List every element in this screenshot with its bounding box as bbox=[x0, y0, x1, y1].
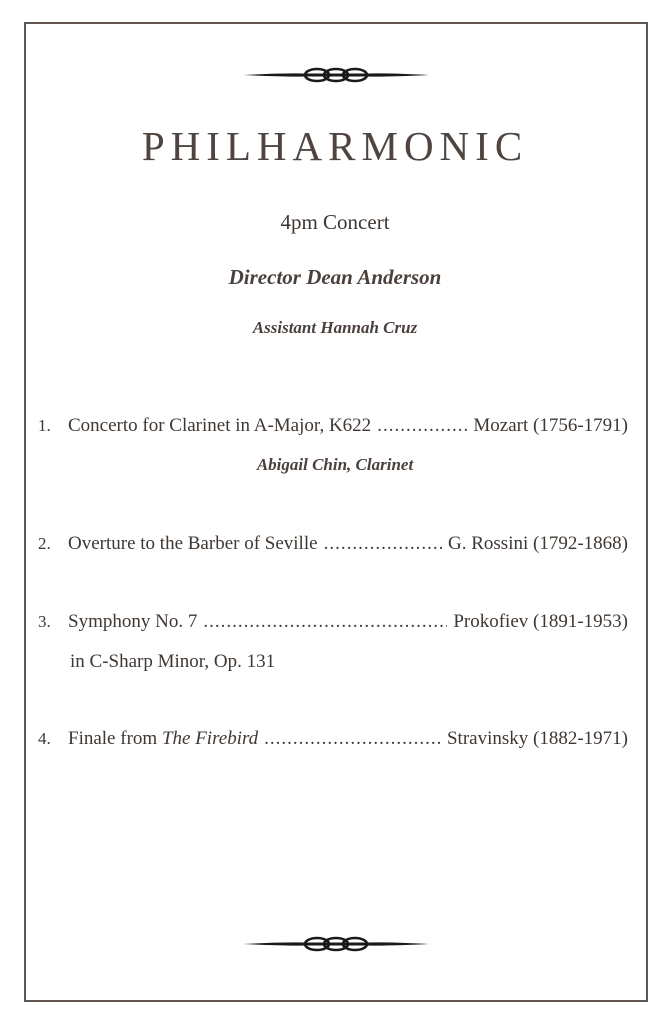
dot-leader bbox=[377, 412, 467, 440]
top-flourish-ornament bbox=[243, 64, 429, 86]
item-composer: Prokofiev (1891-1953) bbox=[453, 611, 628, 632]
item-composer: G. Rossini (1792-1868) bbox=[448, 533, 628, 554]
program-item-3 bbox=[38, 608, 628, 636]
item-title: Symphony No. 7 bbox=[68, 611, 198, 632]
page-title: PHILHARMONIC bbox=[141, 123, 529, 169]
item-continuation: in C-Sharp Minor, Op. 131 bbox=[70, 651, 276, 672]
item-title-italic: The Firebird bbox=[161, 728, 259, 749]
program-item-1 bbox=[38, 412, 628, 440]
item-title: Overture to the Barber of Seville bbox=[68, 533, 318, 554]
item-number: 3. bbox=[38, 612, 51, 631]
assistant-name: Assistant Hannah Cruz bbox=[252, 318, 418, 337]
item-composer: Stravinsky (1882-1971) bbox=[446, 728, 628, 749]
bottom-flourish-ornament bbox=[243, 933, 429, 955]
director-name: Director Dean Anderson bbox=[228, 265, 442, 289]
item-performer: Abigail Chin, Clarinet bbox=[256, 455, 414, 474]
concert-subtitle: 4pm Concert bbox=[280, 210, 390, 234]
item-title: Concerto for Clarinet in A-Major, K622 bbox=[68, 415, 372, 436]
program-item-2 bbox=[38, 530, 628, 558]
item-title bbox=[68, 725, 258, 753]
item-number: 4. bbox=[38, 729, 51, 748]
item-number: 1. bbox=[38, 416, 51, 435]
dot-leader bbox=[264, 725, 441, 753]
item-title-prefix: Finale from bbox=[68, 728, 162, 749]
dot-leader bbox=[203, 608, 447, 636]
item-composer: Mozart (1756-1791) bbox=[473, 415, 628, 436]
dot-leader bbox=[324, 530, 442, 558]
program-item-4 bbox=[38, 725, 628, 753]
item-number: 2. bbox=[38, 534, 51, 553]
